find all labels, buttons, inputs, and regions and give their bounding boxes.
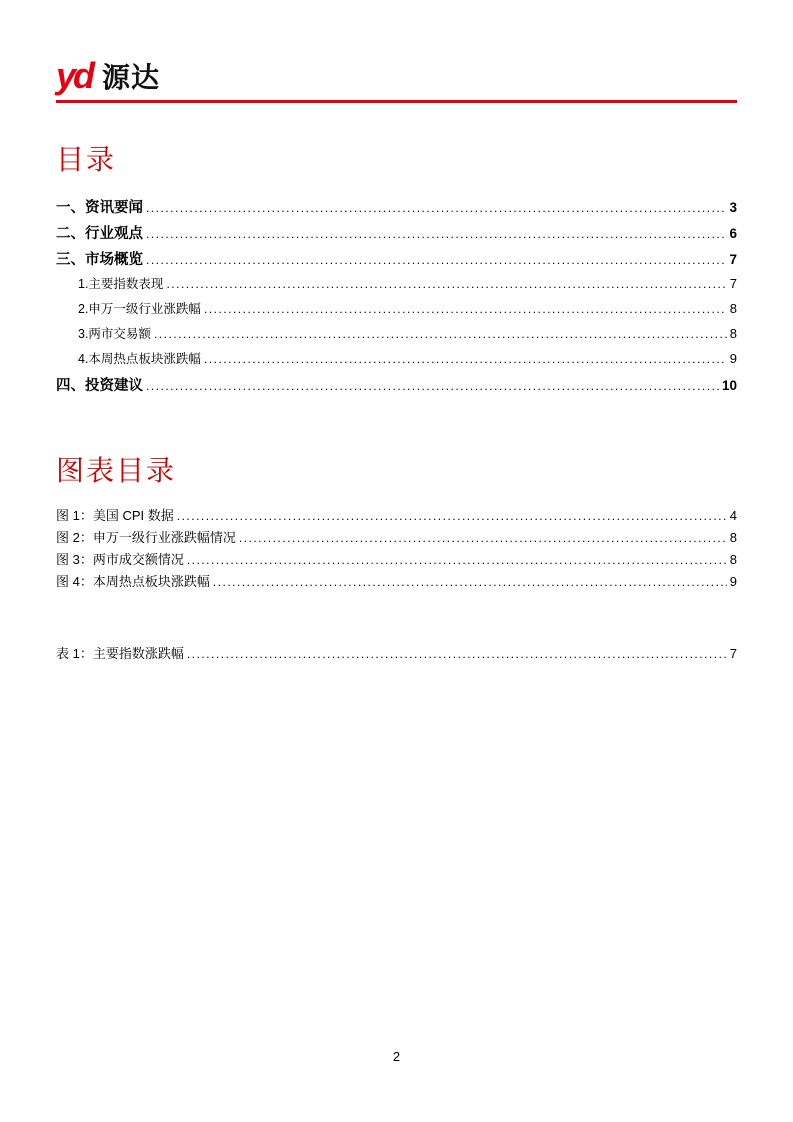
figure-toc-title: 图表目录 [56,454,177,486]
logo-yd-icon: yd [56,54,93,96]
brand-logo [56,52,737,96]
toc-entry-label: 1.主要指数表现 [78,276,164,291]
figure-entry-label: 图 2：申万一级行业涨跌幅情况 [56,529,236,545]
dot-leader [146,226,726,242]
page-footer [0,1049,793,1064]
dot-leader [187,552,727,567]
toc-entry-page: 8 [729,325,737,341]
toc-entry-label: 一、资讯要闻 [56,199,143,216]
figure-entry-label: 图 3：两市成交额情况 [56,551,184,567]
toc-entry-page: 9 [729,350,737,366]
toc-entry-page: 6 [729,225,737,241]
dot-leader [166,277,726,291]
dot-leader [204,352,727,366]
figure-toc-entry[interactable] [56,549,737,571]
toc-entry[interactable] [56,248,737,274]
toc-entry-label: 3.两市交易额 [78,326,151,341]
figure-entry-page: 9 [729,573,737,589]
dot-leader [204,302,727,316]
header-divider [56,100,737,103]
toc-entry[interactable] [56,349,737,374]
table-toc [56,643,737,665]
toc-entry-page: 7 [729,275,737,291]
dot-leader [146,378,719,394]
toc-entry-label: 2.申万一级行业涨跌幅 [78,301,201,316]
table-entry-label: 表 1：主要指数涨跌幅 [56,645,184,661]
report-header [56,52,737,103]
dot-leader [213,574,727,589]
figure-toc-entry[interactable] [56,571,737,593]
dot-leader [177,508,727,523]
figure-entry-page: 8 [729,529,737,545]
dot-leader [146,200,726,216]
page-number: 2 [392,1049,401,1064]
figure-entry-page: 4 [729,507,737,523]
toc-entry[interactable] [56,299,737,324]
figure-entry-label: 图 4：本周热点板块涨跌幅 [56,573,210,589]
toc-entry-page: 10 [721,377,737,393]
toc-entry[interactable] [56,196,737,222]
toc-entry[interactable] [56,274,737,299]
toc-entry[interactable] [56,222,737,248]
dot-leader [239,530,727,545]
toc-entry-label: 二、行业观点 [56,225,143,242]
toc-entry[interactable] [56,324,737,349]
dot-leader [146,252,726,268]
dot-leader [187,646,727,661]
toc-entry[interactable] [56,374,737,400]
figure-toc-entry[interactable] [56,527,737,549]
toc-entry-page: 8 [729,300,737,316]
toc-title: 目录 [56,144,117,175]
toc-entry-label: 4.本周热点板块涨跌幅 [78,351,201,366]
figure-entry-label: 图 1：美国 CPI 数据 [56,507,174,523]
figure-entry-page: 8 [729,551,737,567]
table-toc-entry[interactable] [56,643,737,665]
dot-leader [154,327,727,341]
table-entry-page: 7 [729,645,737,661]
toc-entry-label: 三、市场概览 [56,251,143,268]
toc [56,196,737,400]
figure-toc [56,505,737,593]
toc-entry-page: 3 [729,199,737,215]
toc-entry-page: 7 [729,251,737,267]
figure-toc-entry[interactable] [56,505,737,527]
toc-entry-label: 四、投资建议 [56,377,143,394]
logo-company-name: 源达 [102,62,161,93]
